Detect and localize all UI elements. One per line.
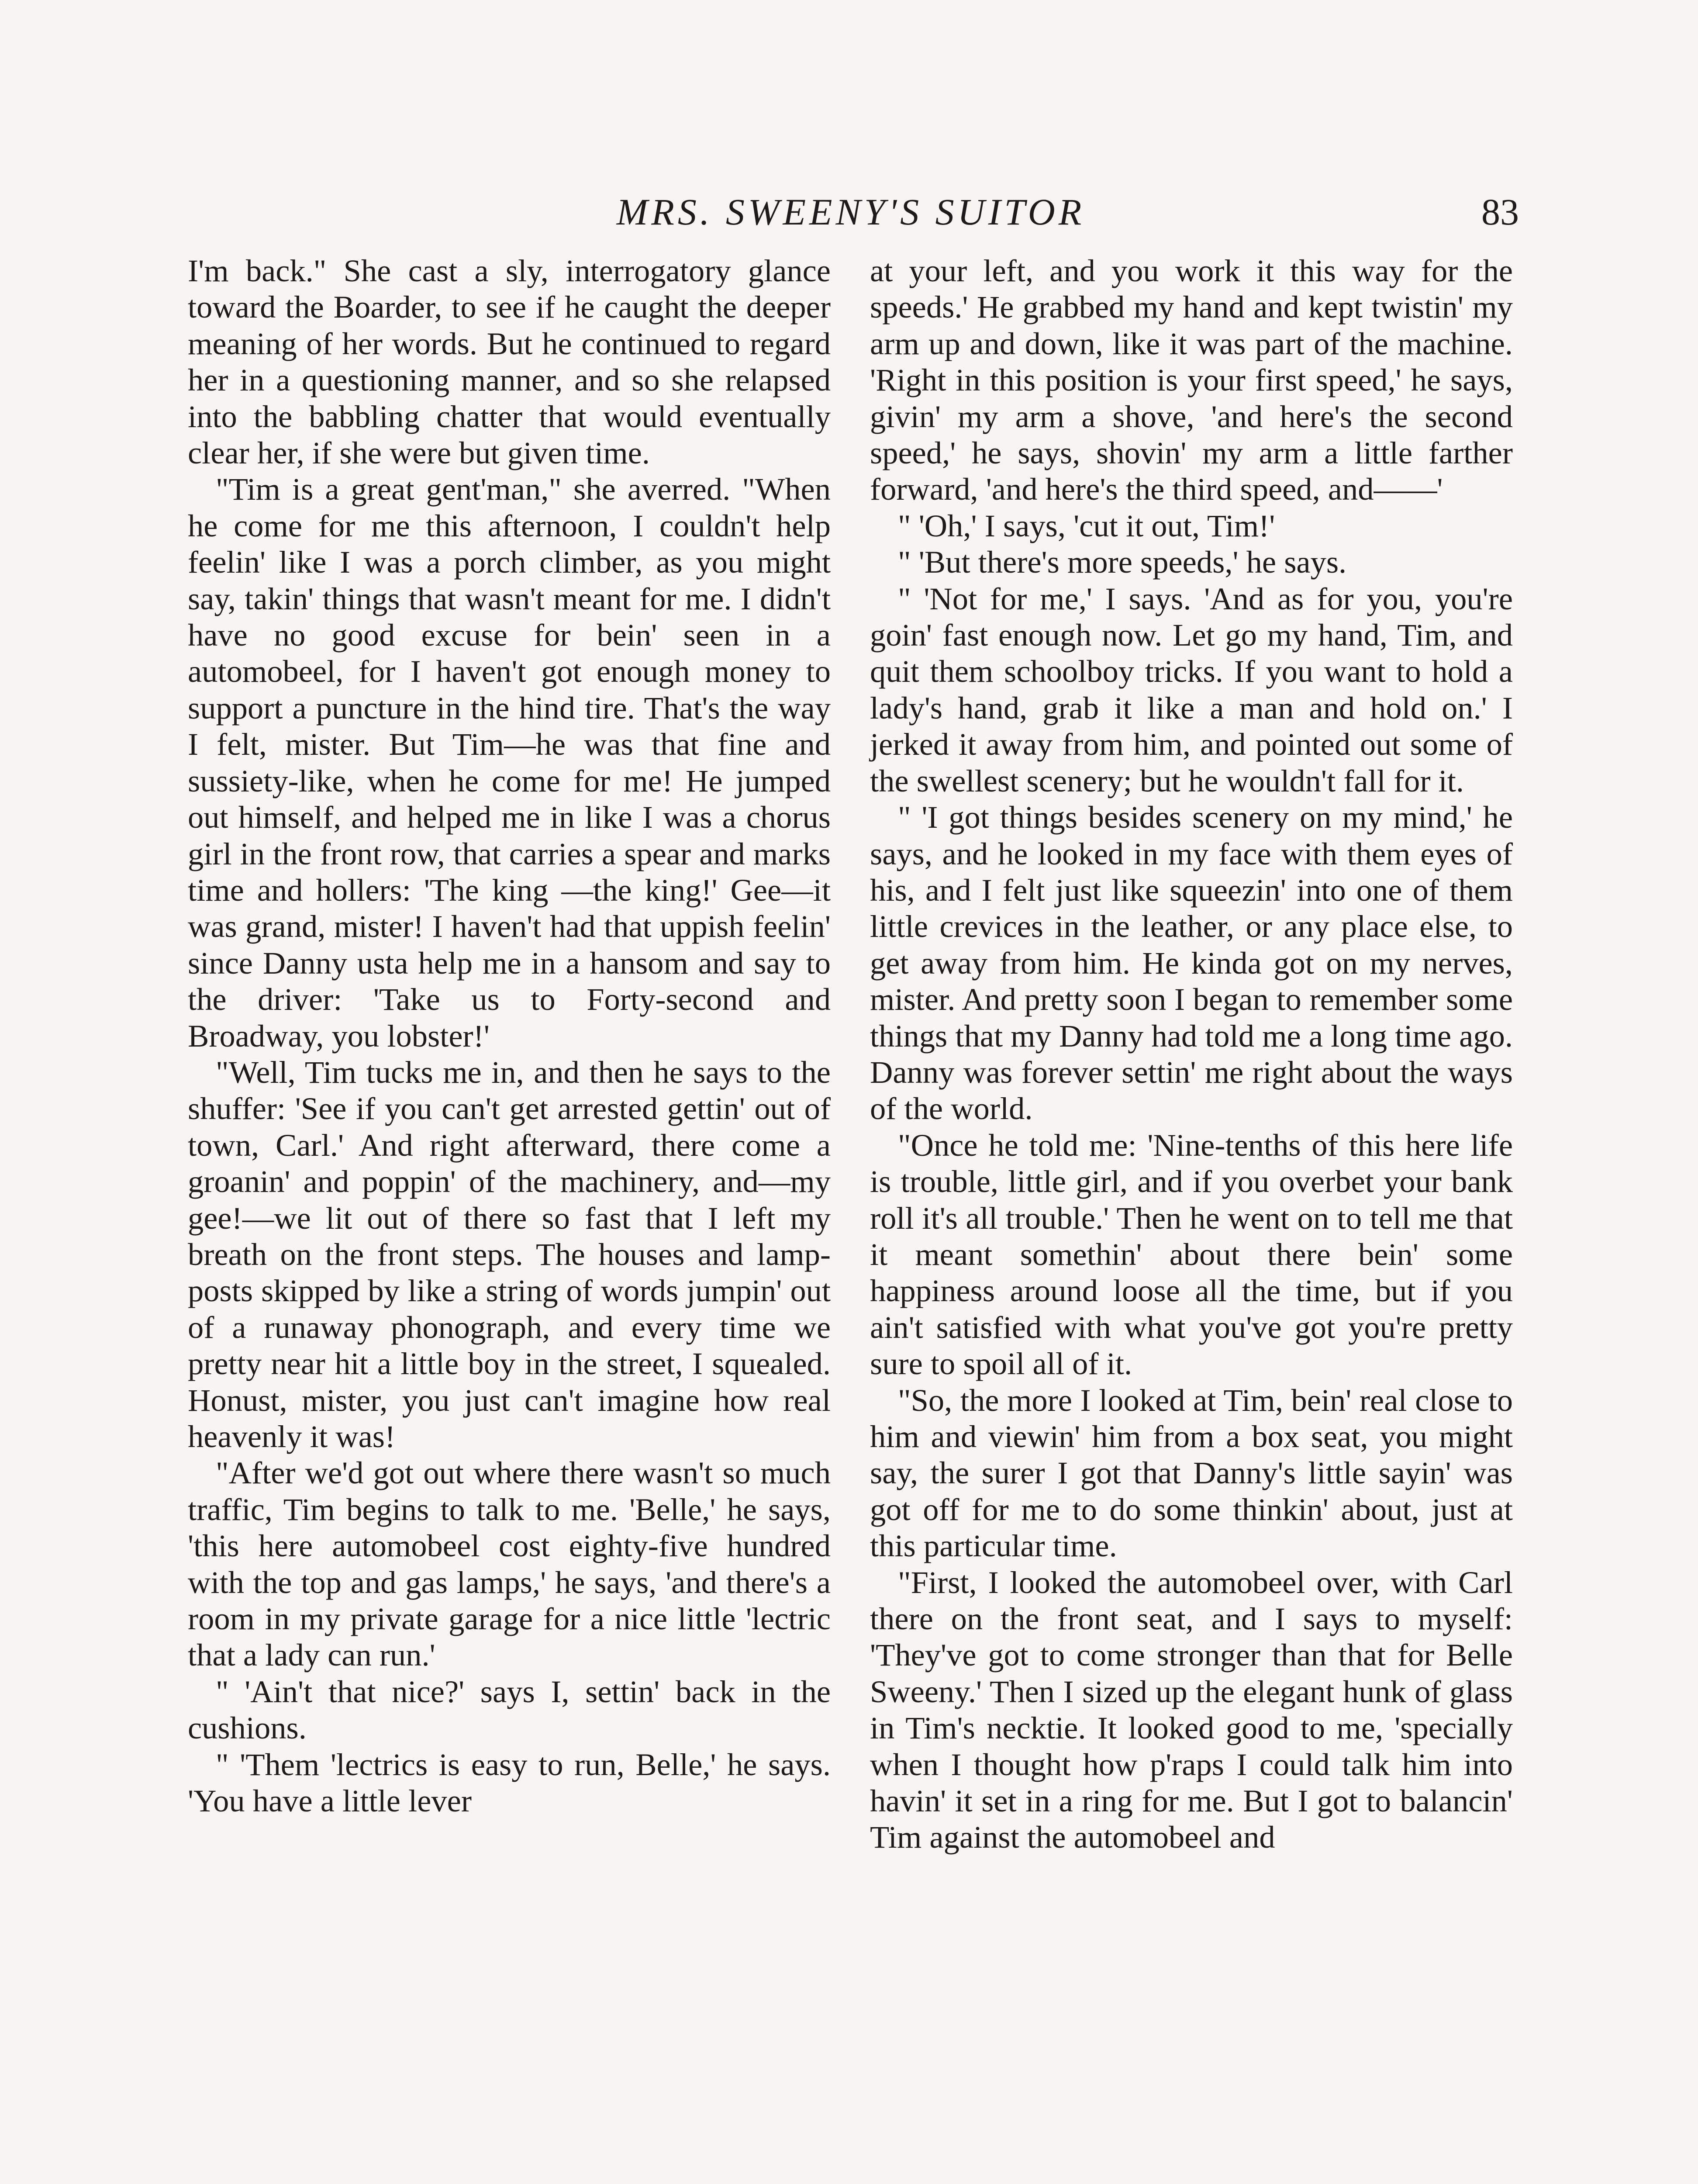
paragraph: " 'Ain't that nice?' says I, settin' back in the cushions. <box>188 1673 831 1746</box>
paragraph: " 'I got things besides scenery on my mind,' he says, and he looked in my face with them eyes of his, and I felt just like squeezin' into one of them little crevices in the leather, or any place else, to get away from him. He kinda got on my nerves, mister. And pretty soon I began to remember some things that my Danny had told me a long time ago. Danny was forever settin' me right about the ways of the world. <box>870 799 1513 1127</box>
paragraph: " 'But there's more speeds,' he says. <box>898 544 1347 580</box>
page-number: 83 <box>1481 191 1519 233</box>
left-column <box>188 252 831 1819</box>
paragraph: " 'Not for me,' I says. 'And as for you, you're goin' fast enough now. Let go my hand, Tim, and quit them schoolboy tricks. If you want to hold a lady's hand, grab it like a man and hold on.' I jerked it away from him, and pointed out some of the swellest scenery; but he wouldn't fall for it. <box>870 581 1513 798</box>
paragraph: " 'Them 'lectrics is easy to run, Belle,' he says. 'You have a little lever <box>188 1746 831 1819</box>
paragraph: "First, I looked the automobeel over, with Carl there on the front seat, and I says to myself: 'They've got to come stronger than that for Belle Sweeny.' Then I sized up the elegant hunk of glass in Tim's necktie. It looked good to me, 'specially when I thought how p'raps I could talk him into havin' it set in a ring for me. But I got to balancin' Tim against the automobeel and <box>870 1564 1513 1855</box>
paragraph: at your left, and you work it this way for the speeds.' He grabbed my hand and kept twistin' my arm up and down, like it was part of the machine. 'Right in this position is your first speed,' he says, givin' my arm a shove, 'and here's the second speed,' he says, shovin' my arm a little farther forward, 'and here's the third speed, and——' <box>870 253 1513 507</box>
paragraph: "So, the more I looked at Tim, bein' real close to him and viewin' him from a box seat, you might say, the surer I got that Danny's little sayin' was got off for me to do some thinkin' about, just at this particular time. <box>870 1382 1513 1564</box>
paragraph: "After we'd got out where there wasn't so much traffic, Tim begins to talk to me. 'Belle,' he says, 'this here automobeel cost eighty-five hundred with the top and gas lamps,' he says, 'and there's a room in my private garage for a nice little 'lectric that a lady can run.' <box>188 1455 831 1673</box>
page-header <box>183 186 1519 238</box>
running-head: MRS. SWEENY'S SUITOR <box>616 191 1085 233</box>
paragraph: " 'Oh,' I says, 'cut it out, Tim!' <box>898 508 1275 543</box>
paragraph: "Well, Tim tucks me in, and then he says to the shuffer: 'See if you can't get arrested gettin' out of town, Carl.' And right afterward, there come a groanin' and poppin' of the machinery, and—my gee!—we lit out of there so fast that I left my breath on the front steps. The houses and lamp-posts skipped by like a string of words jumpin' out of a runaway phonograph, and every time we pretty near hit a little boy in the street, I squealed. Honust, mister, you just can't imagine how real heavenly it was! <box>188 1054 831 1454</box>
paragraph: "Once he told me: 'Nine-tenths of this here life is trouble, little girl, and if you overbet your bank roll it's all trouble.' Then he went on to tell me that it meant somethin' about there bein' some happiness around loose all the time, but if you ain't satisfied with what you've got you're pretty sure to spoil all of it. <box>870 1127 1513 1382</box>
right-column <box>870 252 1513 1856</box>
paragraph: "Tim is a great gent'man," she averred. "When he come for me this afternoon, I couldn't help feelin' like I was a porch climber, as you might say, takin' things that wasn't meant for me. I didn't have no good excuse for bein' seen in a automobeel, for I haven't got enough money to support a puncture in the hind tire. That's the way I felt, mister. But Tim—he was that fine and sussiety-like, when he come for me! He jumped out himself, and helped me in like I was a chorus girl in the front row, that carries a spear and marks time and hollers: 'The king —the king!' Gee—it was grand, mister! I haven't had that uppish feelin' since Danny usta help me in a hansom and say to the driver: 'Take us to Forty-second and Broadway, you lobster!' <box>188 471 831 1054</box>
paragraph: I'm back." She cast a sly, interrogatory glance toward the Boarder, to see if he caught the deeper meaning of her words. But he continued to regard her in a questioning manner, and so she relapsed into the babbling chatter that would eventually clear her, if she were but given time. <box>188 253 831 471</box>
